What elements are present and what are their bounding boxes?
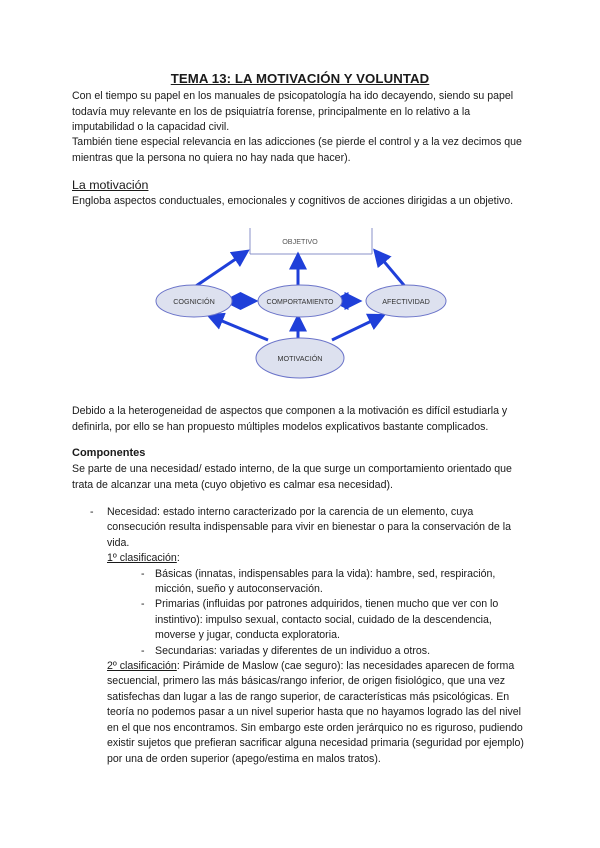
clasif1-list: [141, 567, 535, 659]
objetivo-label: OBJETIVO: [282, 237, 318, 246]
clasif1-item-primarias: Primarias (influidas por patrones adquiridos, tienen mucho que ver con lo instintivo): impulso sexual, contacto social, cuidado de la descendencia, moverse y jugar, conducta exploratoria.: [155, 598, 499, 642]
arrow-motivacion-cognicion: [210, 316, 268, 340]
componentes-heading: Componentes: [72, 447, 146, 459]
motivacion-definition: Engloba aspectos conductuales, emocionales y cognitivos de acciones dirigidas a un objetivo.: [72, 195, 514, 207]
clasif2-paragraph: [107, 659, 535, 767]
intro-paragraph: Con el tiempo su papel en los manuales de psicopatología ha ido decayendo, siendo su papel todavía muy relevante en los de psiquiatría forense, principalmente en lo relativo a la imputabilidad o la capacidad civil.: [72, 90, 514, 134]
list-item-necesidad: [90, 505, 535, 767]
motivation-diagram: [150, 222, 450, 384]
clasif1-label: 1º clasificación: [107, 552, 177, 565]
heterogeneidad-paragraph: Debido a la heterogeneidad de aspectos que componen a la motivación es difícil estudiarla y definirla, por ello se han propuesto múltiples modelos explicativos bastante complicados.: [72, 405, 508, 433]
cognicion-label: COGNICIÓN: [173, 297, 215, 306]
clasif1-colon: :: [176, 552, 180, 565]
node-motivacion: [256, 338, 344, 378]
clasif1-item-basicas: Básicas (innatas, indispensables para la vida): hambre, sed, respiración, micción, sueño y autoconservación.: [155, 567, 496, 596]
page-title: TEMA 13: LA MOTIVACIÓN Y VOLUNTAD: [170, 71, 430, 86]
clasif2-text: : Pirámide de Maslow (cae seguro): las necesidades aparecen de forma secuencial, primero las más básicas/rango inferior, de origen fisiológico, que una vez satisfechas dan lugar a las de rango superior, de características más psicológicas. En teoría no podemos pasar a un nivel superior hasta que no hayamos logrado las del nivel en el que nos encontramos. Sin embargo este orden jerárquico no es riguroso, pudiendo existir sujetos que prefieran sacrificar alguna necesidad primaria (seguridad por ejemplo) por una de orden superior (apego/estima en malos tratos).: [107, 660, 524, 765]
section-heading-motivacion: La motivación: [72, 178, 149, 192]
clasif1-item-secundarias: Secundarias: variadas y diferentes de un individuo a otros.: [155, 644, 431, 657]
node-cognicion: [156, 285, 232, 317]
clasif2-label: 2º clasificación: [107, 660, 177, 673]
list-item: - Secundarias: variadas y diferentes de un individuo a otros.: [141, 644, 535, 659]
list-item: - Básicas (innatas, indispensables para la vida): hambre, sed, respiración, micción, sueño y autoconservación.: [141, 567, 535, 598]
componentes-paragraph: Se parte de una necesidad/ estado interno, de la que surge un comportamiento orientado que trata de alcanzar una meta (cuyo objetivo es calmar esa necesidad).: [72, 463, 512, 491]
node-comportamiento: [258, 285, 342, 317]
objetivo-box: [250, 228, 372, 254]
arrow-cognicion-objetivo: [190, 252, 246, 290]
afectividad-label: AFECTIVIDAD: [382, 297, 430, 306]
intro-paragraph-2: También tiene especial relevancia en las adicciones (se pierde el control y a la vez decimos que mientras que la persona no quiera no hay nada que hacer).: [72, 136, 522, 164]
arrow-afectividad-objetivo: [376, 252, 408, 290]
motivacion-label: MOTIVACIÓN: [277, 354, 323, 363]
node-afectividad: [366, 285, 446, 317]
dash-bullet: -: [90, 506, 94, 518]
list-item: - Primarias (influidas por patrones adquiridos, tienen mucho que ver con lo instintivo): impulso sexual, contacto social, cuidado de la descendencia, moverse y jugar, conducta exploratoria.: [141, 597, 535, 643]
comportamiento-label: COMPORTAMIENTO: [266, 299, 334, 306]
arrow-motivacion-afectividad: [332, 316, 382, 340]
necesidad-text: Necesidad: estado interno caracterizado por la carencia de un elemento, cuya consecución resulta indispensable para vivir en bienestar o para la conservación de la vida.: [107, 506, 511, 549]
necesidad-list: [90, 505, 535, 767]
